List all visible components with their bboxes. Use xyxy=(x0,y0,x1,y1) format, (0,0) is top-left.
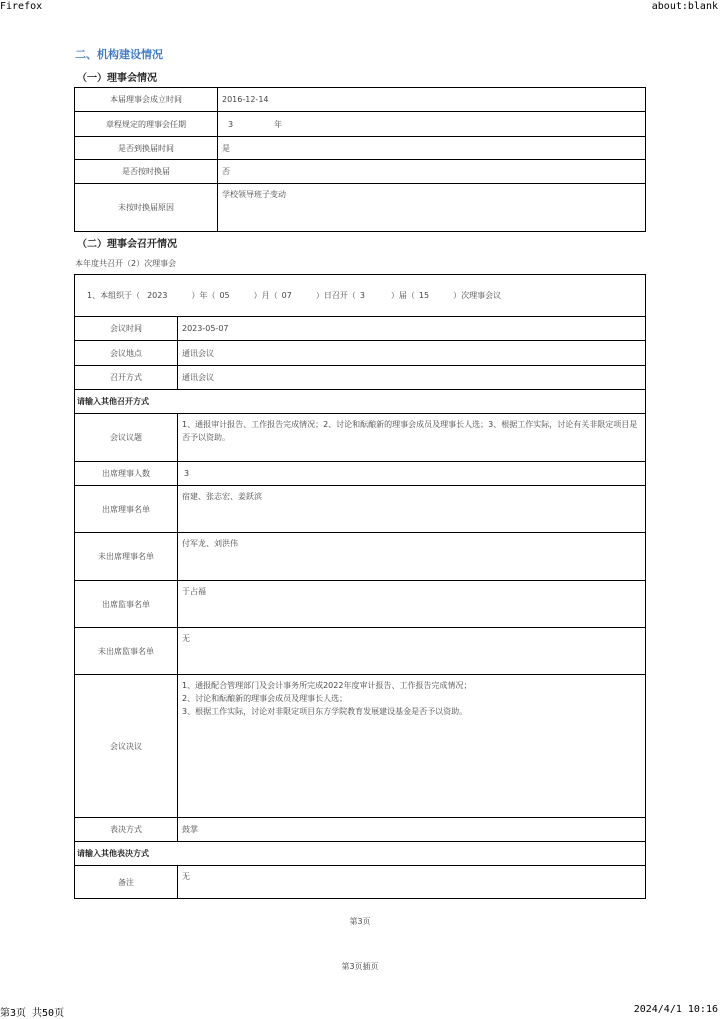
table-row xyxy=(75,842,646,866)
field-label: 本届理事会成立时间 xyxy=(75,88,218,112)
field-label: 出席监事名单 xyxy=(75,581,178,628)
field-value: 通讯会议 xyxy=(178,366,646,390)
footer-page-info: 第3页 共50页 xyxy=(0,1008,65,1019)
page-number: 第3页 xyxy=(349,917,371,926)
field-label: 未按时换届原因 xyxy=(75,184,218,232)
field-value: 2023-05-07 xyxy=(178,317,646,341)
table-row xyxy=(75,160,646,184)
field-label: 表决方式 xyxy=(75,818,178,842)
field-value xyxy=(218,112,646,137)
table-row xyxy=(75,366,646,390)
field-value: 否 xyxy=(218,160,646,184)
footer-datetime: 2024/4/1 10:16 xyxy=(633,1004,718,1015)
browser-name: Firefox xyxy=(0,1,43,12)
table-row xyxy=(75,112,646,137)
field-value: 通讯会议 xyxy=(178,341,646,366)
field-value: 学校领导班子变动 xyxy=(218,184,646,232)
insert-page-label: 第3页插页 xyxy=(341,962,379,971)
meeting-number: 15 xyxy=(418,291,430,300)
field-label: 召开方式 xyxy=(75,366,178,390)
meetings-summary: 本年度共召开（2）次理事会 xyxy=(75,259,177,268)
table-row xyxy=(75,818,646,842)
resolution-line: 3、根据工作实际，讨论对非限定项目东方学院教育发展建设基金是否予以资助。 xyxy=(182,707,468,716)
other-vote-label: 请输入其他表决方式 xyxy=(75,842,646,866)
board-info-table xyxy=(74,87,646,232)
table-row xyxy=(75,341,646,366)
table-row xyxy=(75,88,646,112)
table-row xyxy=(75,184,646,232)
field-value: 于占福 xyxy=(178,581,646,628)
field-label: 会议时间 xyxy=(75,317,178,341)
table-row xyxy=(75,628,646,675)
field-label: 章程规定的理事会任期 xyxy=(75,112,218,137)
field-value: 无 xyxy=(178,866,646,899)
table-row xyxy=(75,486,646,533)
field-label: 会议决议 xyxy=(75,675,178,818)
table-row xyxy=(75,414,646,462)
field-value: 2016-12-14 xyxy=(218,88,646,112)
field-label: 出席理事名单 xyxy=(75,486,178,533)
meeting-table xyxy=(74,274,646,899)
resolution-line: 2、讨论和酝酿新的理事会成员及理事长人选； xyxy=(182,694,348,703)
resolution-line: 1、通报配合管理部门及会计事务所完成2022年度审计报告、工作报告完成情况； xyxy=(182,681,472,690)
field-label: 备注 xyxy=(75,866,178,899)
field-value: 无 xyxy=(178,628,646,675)
field-label: 是否按时换届 xyxy=(75,160,218,184)
other-method-label: 请输入其他召开方式 xyxy=(75,390,646,414)
table-row xyxy=(75,581,646,628)
term-value: 3 xyxy=(228,119,234,129)
table-row xyxy=(75,390,646,414)
field-value: 付军龙、刘洪伟 xyxy=(178,533,646,581)
board-info-heading: （一）理事会情况 xyxy=(77,73,157,84)
meeting-day: 07 xyxy=(281,291,292,300)
meeting-line: 1、本组织于（ 2023 ）年（ 05 ）月（ 07 ）日召开（ 3 ）届（ 15 ）次理事会议 xyxy=(75,275,646,317)
meeting-month: 05 xyxy=(219,291,230,300)
field-value: 鼓掌 xyxy=(178,818,646,842)
page-url: about:blank xyxy=(651,1,718,12)
field-value: 1、通报审计报告、工作报告完成情况；2、讨论和酝酿新的理事会成员及理事长人选；3、根据工作实际，讨论有关非限定项目是否予以资助。 xyxy=(178,414,646,462)
table-row xyxy=(75,137,646,160)
field-label: 未出席监事名单 xyxy=(75,628,178,675)
term-unit: 年 xyxy=(274,119,283,129)
table-row xyxy=(75,317,646,341)
table-row xyxy=(75,675,646,818)
field-label: 会议议题 xyxy=(75,414,178,462)
table-row xyxy=(75,462,646,486)
field-value: 宿建、张志宏、姜跃滨 xyxy=(178,486,646,533)
meeting-year: 2023 xyxy=(147,291,168,300)
table-row xyxy=(75,533,646,581)
table-row xyxy=(75,275,646,317)
field-label: 是否到换届时间 xyxy=(75,137,218,160)
meeting-session: 3 xyxy=(359,291,365,300)
table-row xyxy=(75,866,646,899)
field-value: 3 xyxy=(178,462,646,486)
meetings-heading: （二）理事会召开情况 xyxy=(77,239,177,250)
field-label: 会议地点 xyxy=(75,341,178,366)
section-title: 二、机构建设情况 xyxy=(75,48,163,61)
field-label: 出席理事人数 xyxy=(75,462,178,486)
resolutions-value xyxy=(178,675,646,818)
field-label: 未出席理事名单 xyxy=(75,533,178,581)
field-value: 是 xyxy=(218,137,646,160)
